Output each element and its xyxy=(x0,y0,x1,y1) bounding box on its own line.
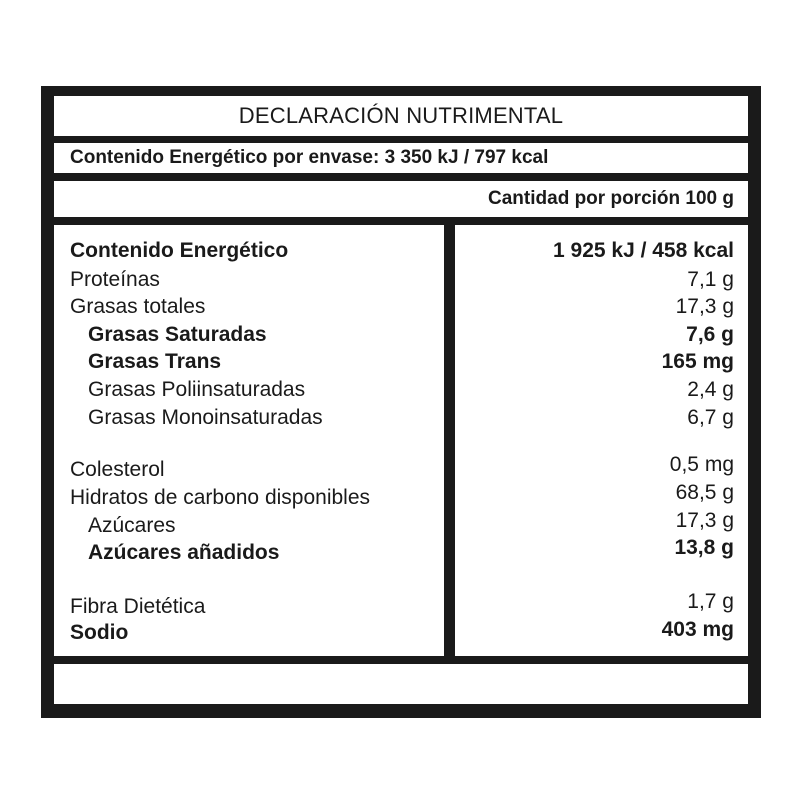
nutrient-label: Hidratos de carbono disponibles xyxy=(70,486,371,509)
energy-per-package xyxy=(54,143,748,173)
nutrient-label: Grasas Monoinsaturadas xyxy=(88,406,323,429)
nutrient-value: 6,7 g xyxy=(687,406,734,429)
nutrient-label: Azúcares xyxy=(88,514,176,537)
nutrient-label: Fibra Dietética xyxy=(70,595,206,618)
nutrient-label: Colesterol xyxy=(70,458,165,481)
energy-per-package-text: Contenido Energético por envase: 3 350 kJ / 797 kcal xyxy=(70,147,549,168)
nutrient-value: 68,5 g xyxy=(675,481,734,504)
nutrient-value: 403 mg xyxy=(661,618,734,641)
nutrient-label: Sodio xyxy=(70,621,129,644)
nutrient-value: 1,7 g xyxy=(687,590,734,613)
nutrient-value: 0,5 mg xyxy=(669,453,734,476)
nutrient-value: 1 925 kJ / 458 kcal xyxy=(553,239,734,262)
nutrient-label: Grasas Trans xyxy=(88,350,222,373)
nutrient-value: 7,6 g xyxy=(686,323,734,346)
nutrient-values-column xyxy=(455,225,748,656)
nutrient-label: Grasas Poliinsaturadas xyxy=(88,378,306,401)
nutrient-label: Grasas totales xyxy=(70,295,206,318)
serving-header-text: Cantidad por porción 100 g xyxy=(488,188,734,209)
serving-header xyxy=(54,181,748,217)
nutrient-value: 17,3 g xyxy=(675,509,734,532)
nutrient-value: 2,4 g xyxy=(687,378,734,401)
nutrient-labels-column xyxy=(54,225,444,656)
nutrient-value: 13,8 g xyxy=(674,536,734,559)
nutrient-label: Proteínas xyxy=(70,268,160,291)
nutrient-label: Contenido Energético xyxy=(70,239,289,262)
footer-empty-row xyxy=(54,664,748,704)
nutrient-label: Azúcares añadidos xyxy=(88,541,280,564)
table-title xyxy=(54,96,748,136)
nutrient-value: 165 mg xyxy=(661,350,734,373)
table-title-text: DECLARACIÓN NUTRIMENTAL xyxy=(238,103,564,128)
nutrient-value: 17,3 g xyxy=(675,295,734,318)
nutrient-label: Grasas Saturadas xyxy=(88,323,267,346)
nutrient-value: 7,1 g xyxy=(687,268,734,291)
